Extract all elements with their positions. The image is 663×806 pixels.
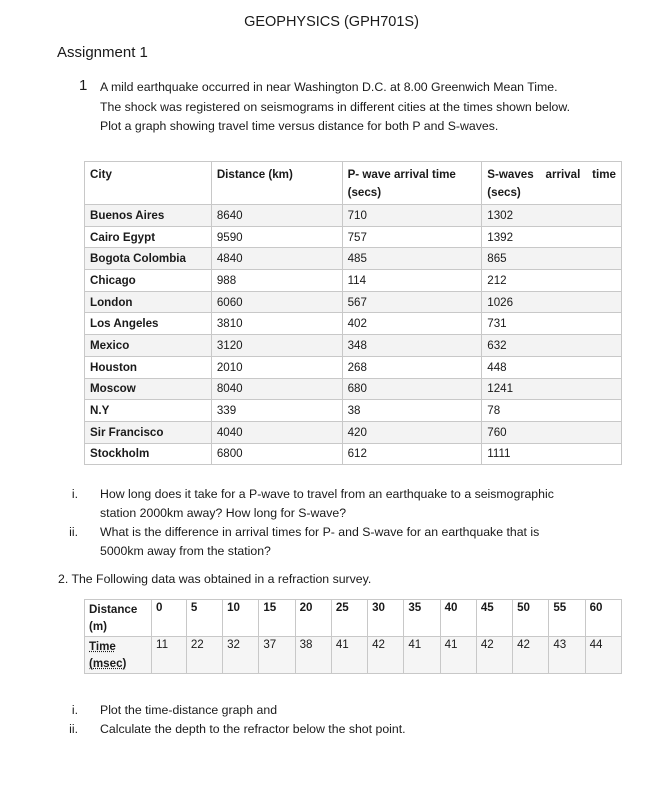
q1-sub-i-line: How long does it take for a P-wave to travel from an earthquake to a seismographic [100, 487, 554, 501]
document-title: GEOPHYSICS (GPH701S) [244, 14, 419, 30]
time-cell: 11 [152, 637, 187, 674]
value-cell: 339 [211, 400, 342, 422]
city-cell: Stockholm [85, 443, 212, 465]
value-cell: 680 [342, 378, 482, 400]
table-row [85, 378, 622, 400]
time-cell: 44 [585, 637, 621, 674]
time-cell: 41 [404, 637, 440, 674]
value-cell: 567 [342, 291, 482, 313]
q1-sub-ii-line: What is the difference in arrival times for P- and S-wave for an earthquake that is [100, 525, 540, 539]
time-cell: 42 [513, 637, 549, 674]
column-header: P- wave arrival time (secs) [342, 162, 482, 205]
distance-cell: 25 [331, 600, 367, 637]
city-cell: Moscow [85, 378, 212, 400]
value-cell: 865 [482, 248, 622, 270]
value-cell: 757 [342, 226, 482, 248]
table-row [85, 335, 622, 357]
distance-cell: 20 [295, 600, 331, 637]
distance-cell: 60 [585, 600, 621, 637]
value-cell: 420 [342, 421, 482, 443]
table-row [85, 248, 622, 270]
distance-cell: 5 [186, 600, 222, 637]
value-cell: 268 [342, 356, 482, 378]
q1-sub-i-number: i. [71, 487, 78, 501]
value-cell: 1241 [482, 378, 622, 400]
table-row [85, 226, 622, 248]
value-cell: 612 [342, 443, 482, 465]
q1-sub-i-text [100, 485, 630, 523]
value-cell: 9590 [211, 226, 342, 248]
city-cell: Bogota Colombia [85, 248, 212, 270]
time-cell: 32 [223, 637, 259, 674]
time-row [85, 637, 622, 674]
value-cell: 6800 [211, 443, 342, 465]
value-cell: 4840 [211, 248, 342, 270]
city-cell: London [85, 291, 212, 313]
time-cell: 37 [259, 637, 295, 674]
question-1-line: A mild earthquake occurred in near Washington D.C. at 8.00 Greenwich Mean Time. [100, 80, 558, 94]
time-cell: 41 [440, 637, 476, 674]
city-cell: Chicago [85, 270, 212, 292]
value-cell: 4040 [211, 421, 342, 443]
table-row [85, 400, 622, 422]
time-cell: 43 [549, 637, 585, 674]
distance-cell: 55 [549, 600, 585, 637]
value-cell: 8640 [211, 205, 342, 227]
q1-sub-ii-number: ii. [69, 525, 78, 539]
column-header: City [85, 162, 212, 205]
q1-sub-ii-line: 5000km away from the station? [100, 544, 271, 558]
distance-cell: 0 [152, 600, 187, 637]
earthquake-arrival-table [84, 161, 622, 465]
time-cell: 22 [186, 637, 222, 674]
value-cell: 38 [342, 400, 482, 422]
question-1-number: 1 [79, 77, 88, 94]
question-1-text [100, 78, 640, 137]
value-cell: 731 [482, 313, 622, 335]
table-row [85, 443, 622, 465]
city-cell: Buenos Aires [85, 205, 212, 227]
table-row [85, 421, 622, 443]
value-cell: 212 [482, 270, 622, 292]
value-cell: 3810 [211, 313, 342, 335]
table-row [85, 313, 622, 335]
q2-sub-ii-text: Calculate the depth to the refractor below the shot point. [100, 722, 406, 736]
value-cell: 1111 [482, 443, 622, 465]
value-cell: 6060 [211, 291, 342, 313]
q2-sub-ii-number: ii. [69, 722, 78, 736]
distance-row [85, 600, 622, 637]
q2-sub-i-text: Plot the time-distance graph and [100, 703, 278, 717]
time-cell: 42 [476, 637, 512, 674]
city-cell: Houston [85, 356, 212, 378]
value-cell: 8040 [211, 378, 342, 400]
value-cell: 3120 [211, 335, 342, 357]
value-cell: 1026 [482, 291, 622, 313]
q2-sub-i-number: i. [71, 703, 78, 717]
table-row [85, 205, 622, 227]
time-cell: 41 [331, 637, 367, 674]
column-header: Distance (km) [211, 162, 342, 205]
question-1-line: Plot a graph showing travel time versus distance for both P and S-waves. [100, 119, 499, 133]
value-cell: 114 [342, 270, 482, 292]
value-cell: 760 [482, 421, 622, 443]
distance-cell: 35 [404, 600, 440, 637]
value-cell: 402 [342, 313, 482, 335]
distance-cell: 15 [259, 600, 295, 637]
distance-label: Distance (m) [85, 600, 152, 637]
city-cell: Cairo Egypt [85, 226, 212, 248]
value-cell: 632 [482, 335, 622, 357]
value-cell: 448 [482, 356, 622, 378]
value-cell: 78 [482, 400, 622, 422]
value-cell: 485 [342, 248, 482, 270]
distance-cell: 10 [223, 600, 259, 637]
distance-cell: 30 [368, 600, 404, 637]
assignment-heading: Assignment 1 [57, 44, 148, 61]
q1-sub-ii-text [100, 523, 630, 561]
time-cell: 42 [368, 637, 404, 674]
distance-cell: 50 [513, 600, 549, 637]
q1-sub-i-line: station 2000km away? How long for S-wave? [100, 506, 347, 520]
value-cell: 1302 [482, 205, 622, 227]
time-label: Time (msec) [85, 637, 152, 674]
value-cell: 2010 [211, 356, 342, 378]
city-cell: Los Angeles [85, 313, 212, 335]
question-2-intro: 2. The Following data was obtained in a refraction survey. [58, 572, 372, 586]
city-cell: Sir Francisco [85, 421, 212, 443]
question-1-line: The shock was registered on seismograms in different cities at the times shown below. [100, 99, 571, 114]
value-cell: 988 [211, 270, 342, 292]
refraction-survey-table [84, 599, 622, 674]
value-cell: 1392 [482, 226, 622, 248]
table-row [85, 270, 622, 292]
value-cell: 710 [342, 205, 482, 227]
time-cell: 38 [295, 637, 331, 674]
distance-cell: 40 [440, 600, 476, 637]
distance-cell: 45 [476, 600, 512, 637]
table-row [85, 291, 622, 313]
table-row [85, 356, 622, 378]
column-header: S-waves arrival time (secs) [482, 162, 622, 205]
value-cell: 348 [342, 335, 482, 357]
city-cell: Mexico [85, 335, 212, 357]
table-header-row [85, 162, 622, 205]
city-cell: N.Y [85, 400, 212, 422]
